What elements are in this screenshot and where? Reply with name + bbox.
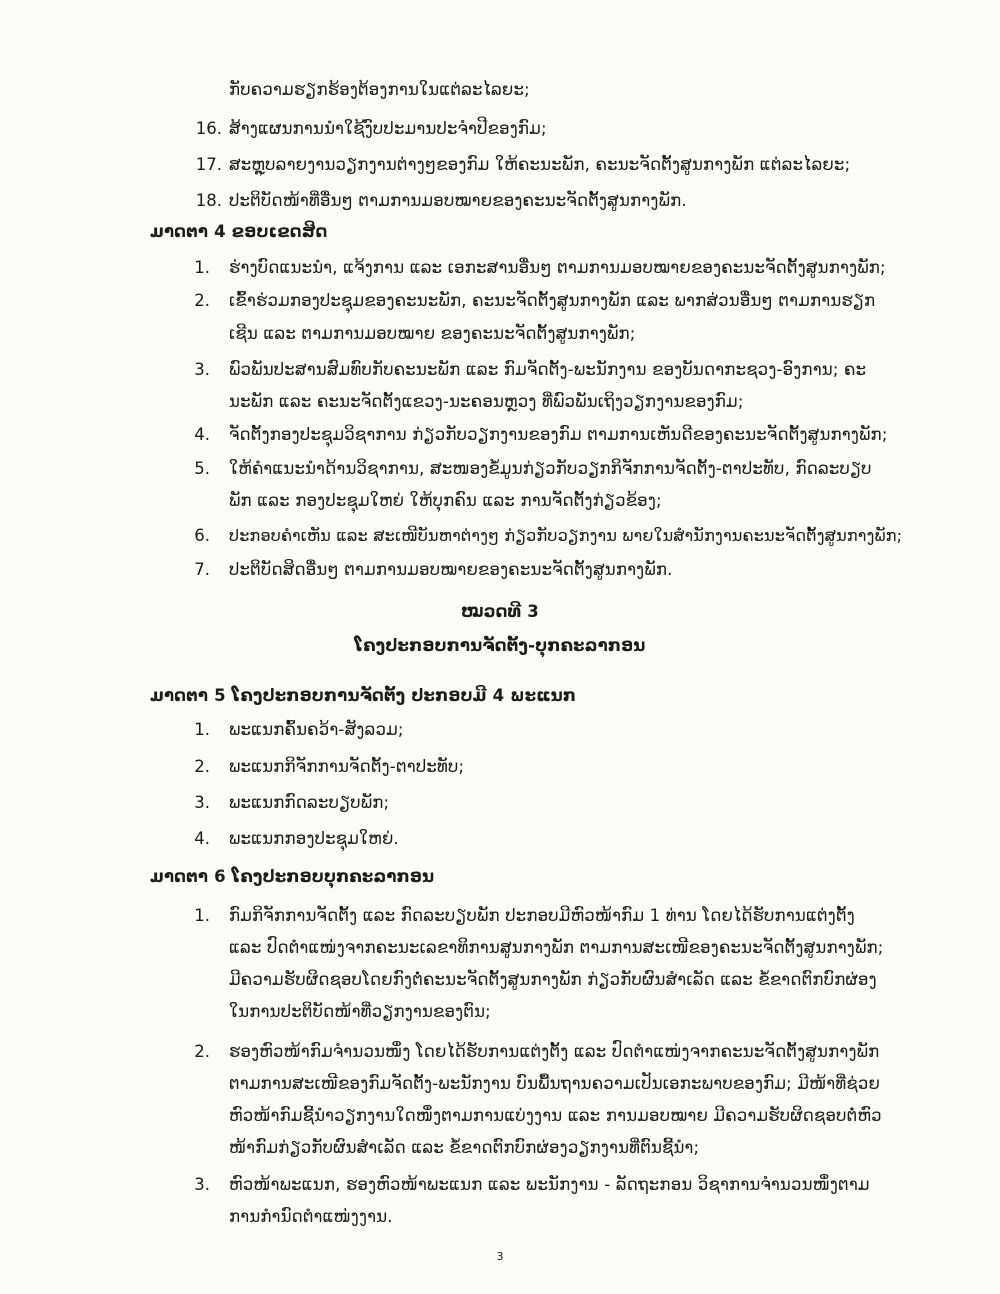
list-item-text: ຫົວໜ້າພະແນກ, ຮອງຫົວໜ້າພະແນກ ແລະ ພະນັກງານ - ລັດຖະກອນ ວິຊາການຈຳນວນໜຶ່ງຕາມ xyxy=(229,1175,870,1194)
list-item-text: ພັກ ແລະ ກອງປະຊຸມໃຫຍ່ ໃຫ້ບຸກຄົນ ແລະ ການຈັດຕັ້ງກ່ຽວຂ້ອງ; xyxy=(229,491,662,510)
list-item-number: 2. xyxy=(194,757,210,776)
list-item-number: 2. xyxy=(194,1042,210,1061)
list-item-number: 3. xyxy=(194,793,210,812)
list-item-text: ມີຄວາມຮັບຜິດຊອບໂດຍກົງຕໍ່ຄະນະຈັດຕັ້ງສູນກາງພັກ ກ່ຽວກັບຜົນສຳເລັດ ແລະ ຂໍ້ຂາດຕົກບົກຜ່ອງ xyxy=(229,970,877,989)
chapter-title: ໝວດທີ 3 xyxy=(461,602,539,621)
list-item-number: 5. xyxy=(194,459,210,478)
article-4-heading: ມາດຕາ 4 ຂອບເຂດສິດ xyxy=(150,222,328,241)
list-item-number: 18. xyxy=(195,191,222,210)
continuation-text: ກັບຄວາມຮຽກຮ້ອງຕ້ອງການໃນແຕ່ລະໄລຍະ; xyxy=(229,80,530,99)
list-item-text: ສ້າງແຜນການນຳໃຊ້ງົບປະມານປະຈຳປີຂອງກົມ; xyxy=(229,119,547,138)
list-item-text: ປະຕິບັດສິດອື່ນໆ ຕາມການມອບໝາຍຂອງຄະນະຈັດຕັ້ງສູນກາງພັກ. xyxy=(229,560,673,579)
list-item-text: ນະພັກ ແລະ ຄະນະຈັດຕັ້ງແຂວງ-ນະຄອນຫຼວງ ທີ່ພົວພັນເຖິງວຽກງານຂອງກົມ; xyxy=(229,392,744,411)
list-item-text: ພະແນກກົດລະບຽບພັກ; xyxy=(229,793,390,812)
list-item-number: 4. xyxy=(194,829,210,848)
list-item-text: ເຊີນ ແລະ ຕາມການມອບໝາຍ ຂອງຄະນະຈັດຕັ້ງສູນກາງພັກ; xyxy=(229,324,636,343)
list-item-text: ຮ່າງບົດແນະນຳ, ແຈ້ງການ ແລະ ເອກະສານອື່ນໆ ຕາມການມອບໝາຍຂອງຄະນະຈັດຕັ້ງສູນກາງພັກ; xyxy=(229,258,886,277)
list-item-text: ແລະ ປົດຕຳແໜ່ງຈາກຄະນະເລຂາທິການສູນກາງພັກ ຕາມການສະເໜີຂອງຄະນະຈັດຕັ້ງສູນກາງພັກ; xyxy=(229,938,884,957)
article-5-heading: ມາດຕາ 5 ໂຄງປະກອບການຈັດຕັ້ງ ປະກອບມີ 4 ພະແນກ xyxy=(150,686,577,705)
list-item-text: ເຂົ້າຮ່ວມກອງປະຊຸມຂອງຄະນະພັກ, ຄະນະຈັດຕັ້ງສູນກາງພັກ ແລະ ພາກສ່ວນອື່ນໆ ຕາມການຮຽກ xyxy=(229,291,876,310)
list-item-text: ພະແນກຄົ້ນຄວ້າ-ສັງລວມ; xyxy=(229,720,404,739)
page-number: 3 xyxy=(496,1250,504,1263)
list-item-text: ປະກອບຄຳເຫັນ ແລະ ສະເໜີບັນຫາຕ່າງໆ ກ່ຽວກັບວຽກງານ ພາຍໃນສຳນັກງານຄະນະຈັດຕັ້ງສູນກາງພັກ; xyxy=(229,526,903,545)
list-item-number: 7. xyxy=(194,560,210,579)
list-item-text: ປະຕິບັດໜ້າທີ່ອື່ນໆ ຕາມການມອບໝາຍຂອງຄະນະຈັດຕັ້ງສູນກາງພັກ. xyxy=(229,191,687,210)
list-item-text: ກົມກິຈັກການຈັດຕັ້ງ ແລະ ກົດລະບຽບພັກ ປະກອບມີຫົວໜ້າກົມ 1 ທ່ານ ໂດຍໄດ້ຮັບການແຕ່ງຕັ້ງ xyxy=(229,906,855,925)
list-item-number: 16. xyxy=(195,119,222,138)
list-item-text: ພະແນກກອງປະຊຸມໃຫຍ່. xyxy=(229,829,399,848)
list-item-text: ໃຫ້ຄຳແນະນຳດ້ານວິຊາການ, ສະໜອງຂໍ້ມູນກ່ຽວກັບວຽກກິຈັກການຈັດຕັ້ງ-ຕາປະທັບ, ກົດລະບຽບ xyxy=(229,459,872,478)
list-item-text: ຕາມການສະເໜີຂອງກົມຈັດຕັ້ງ-ພະນັກງານ ບົນພື້ນຖານຄວາມເປັນເອກະພາບຂອງກົມ; ມີໜ້າທີ່ຊ່ວຍ xyxy=(229,1074,881,1093)
list-item-number: 3. xyxy=(194,1175,210,1194)
list-item-text: ການກຳນົດຕຳແໜ່ງງານ. xyxy=(229,1207,393,1226)
list-item-number: 4. xyxy=(194,425,210,444)
list-item-number: 6. xyxy=(194,526,210,545)
list-item-text: ຮອງຫົວໜ້າກົມຈຳນວນໜຶ່ງ ໂດຍໄດ້ຮັບການແຕ່ງຕັ້ງ ແລະ ປົດຕຳແໜ່ງຈາກຄະນະຈັດຕັ້ງສູນກາງພັກ xyxy=(229,1042,880,1061)
list-item-text: ສະຫຼຸບລາຍງານວຽກງານຕ່າງໆຂອງກົມ ໃຫ້ຄະນະພັກ, ຄະນະຈັດຕັ້ງສູນກາງພັກ ແຕ່ລະໄລຍະ; xyxy=(229,155,851,174)
list-item-text: ໜ້າກົມກ່ຽວກັບຜົນສຳເລັດ ແລະ ຂໍ້ຂາດຕົກບົກຜ່ອງວຽກງານທີ່ຕົນຊີ້ນຳ; xyxy=(229,1138,700,1157)
chapter-subtitle: ໂຄງປະກອບການຈັດຕັ້ງ-ບຸກຄະລາກອນ xyxy=(354,636,646,655)
list-item-number: 1. xyxy=(194,258,210,277)
list-item-text: ໃນການປະຕິບັດໜ້າທີ່ວຽກງານຂອງຕົນ; xyxy=(229,1002,491,1021)
list-item-number: 1. xyxy=(194,906,210,925)
list-item-text: ພະແນກກິຈັກການຈັດຕັ້ງ-ຕາປະທັບ; xyxy=(229,757,465,776)
list-item-number: 1. xyxy=(194,720,210,739)
list-item-text: ຫົວໜ້າກົມຊີ້ນຳວຽກງານໃດໜຶ່ງຕາມການແບ່ງງານ ແລະ ການມອບໝາຍ ມີຄວາມຮັບຜິດຊອບຕໍ່ຫົວ xyxy=(229,1106,882,1125)
list-item-text: ພົວພັນປະສານສົມທົບກັບຄະນະພັກ ແລະ ກົມຈັດຕັ້ງ-ພະນັກງານ ຂອງບັນດາກະຊວງ-ອົງການ; ຄະ xyxy=(229,360,867,379)
list-item-number: 2. xyxy=(194,291,210,310)
article-6-heading: ມາດຕາ 6 ໂຄງປະກອບບຸກຄະລາກອນ xyxy=(150,867,435,886)
list-item-number: 17. xyxy=(195,155,222,174)
list-item-number: 3. xyxy=(194,360,210,379)
list-item-text: ຈັດຕັ້ງກອງປະຊຸມວິຊາການ ກ່ຽວກັບວຽກງານຂອງກົມ ຕາມການເຫັນດີຂອງຄະນະຈັດຕັ້ງສູນກາງພັກ; xyxy=(229,425,888,444)
